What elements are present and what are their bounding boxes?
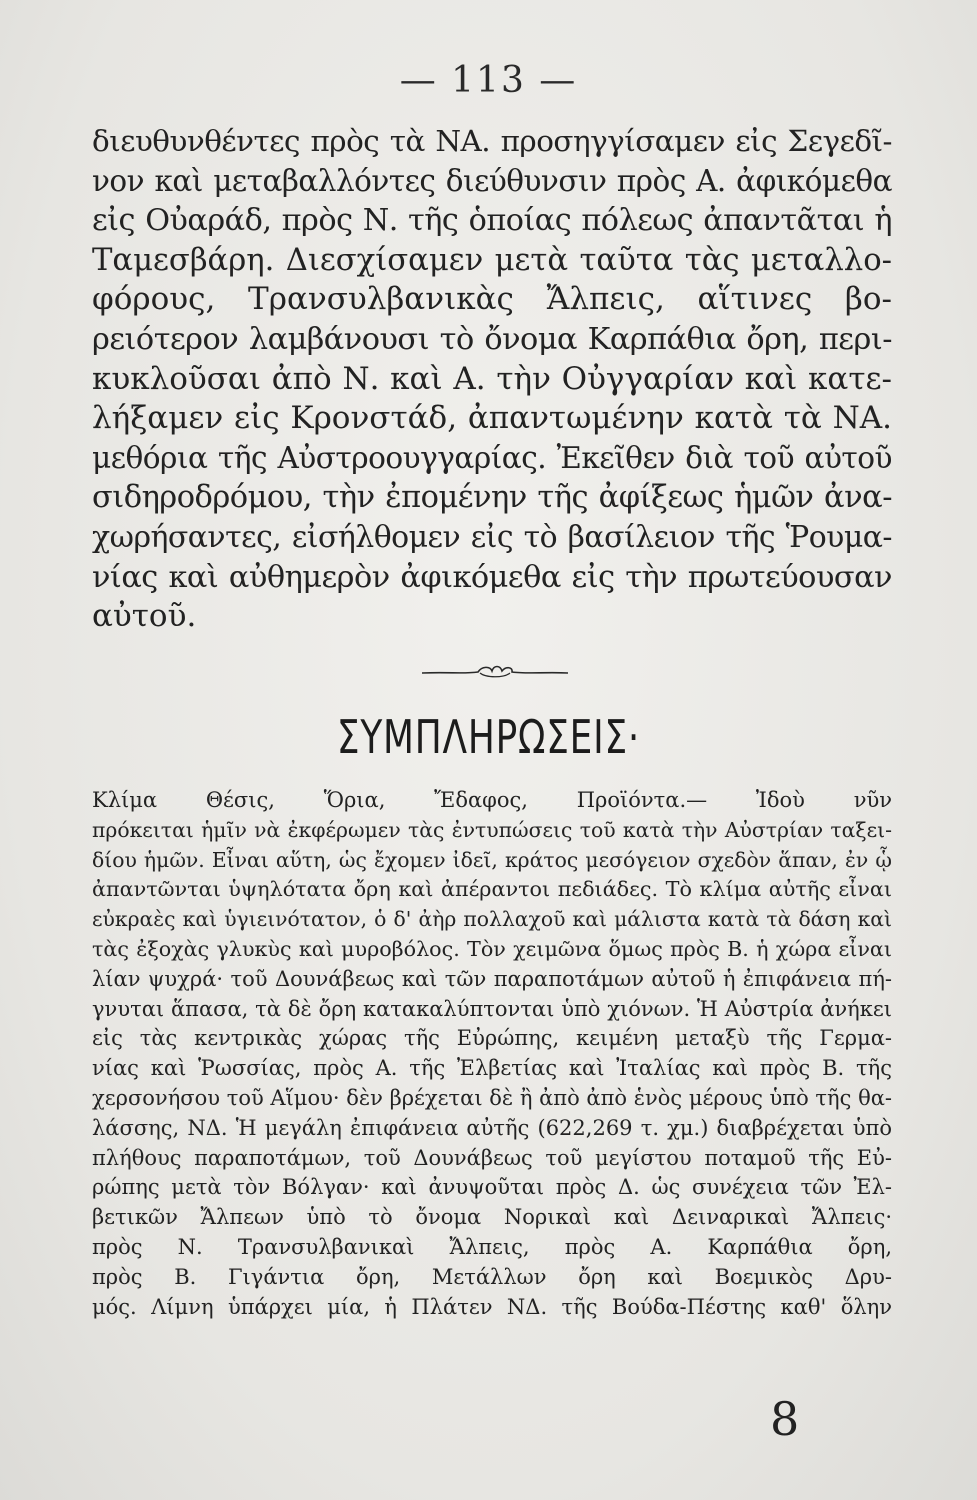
text-line: Ταμεσβάρη. Διεσχίσαμεν μετὰ ταῦτα τὰς μεταλλο- [92,242,892,278]
lower-paragraph [92,786,892,1322]
text-line: πρὸς Β. Γιγάντια ὄρη, Μετάλλων ὄρη καὶ Βοεμικὸς Δρυ- [92,1264,892,1289]
section-title: ΣΥΜΠΛΗΡΩΣΕΙΣ· [336,710,641,764]
text-line: πλήθους παραποτάμων, τοῦ Δουνάβεως τοῦ μεγίστου ποταμοῦ τῆς Εὐ- [92,1145,892,1170]
signature-mark: 8 [770,1392,800,1446]
page-number: — 113 — [399,60,578,101]
text-line: εἰς τὰς κεντρικὰς χώρας τῆς Εὐρώπης, κειμένη μεταξὺ τῆς Γερμα- [92,1026,892,1051]
text-line: χερσονήσου τοῦ Αἵμου· δὲν βρέχεται δὲ ἢ ἀπὸ ἀπὸ ἑνὸς μέρους ὑπὸ τῆς θα- [92,1085,892,1110]
text-line: σιδηροδρόμου, τὴν ἐπομένην τῆς ἀφίξεως ἡμῶν ἀνα- [92,480,892,516]
text-line: μός. Λίμνη ὑπάρχει μία, ἡ Πλάτεν ΝΔ. τῆς Βούδα-Πέστης καθ' ὅλην [92,1294,892,1319]
text-line: γνυται ἅπασα, τὰ δὲ ὄρη κατακαλύπτονται ὑπὸ χιόνων. Ἡ Αὐστρία ἀνήκει [92,996,892,1021]
text-line: τὰς ἐξοχὰς γλυκὺς καὶ μυροβόλος. Τὸν χειμῶνα ὅμως πρὸς Β. ἡ χώρα εἶναι [92,936,892,961]
text-line: πρόκειται ἡμῖν νὰ ἐκφέρωμεν τὰς ἐντυπώσεις τοῦ κατὰ τὴν Αὐστρίαν ταξει- [92,817,892,842]
text-line: φόρους, Τρανσυλβανικὰς Ἄλπεις, αἵτινες βο- [92,281,892,318]
text-line: ρειότερον λαμβάνουσι τὸ ὄνομα Καρπάθια ὄρη, περι- [92,321,892,357]
text-line: χωρήσαντες, εἰσήλθομεν εἰς τὸ βασίλειον τῆς Ῥουμα- [92,519,892,555]
text-line: νίας καὶ Ῥωσσίας, πρὸς Α. τῆς Ἐλβετίας καὶ Ἰταλίας καὶ πρὸς Β. τῆς [92,1056,892,1081]
text-line: λίαν ψυχρά· τοῦ Δουνάβεως καὶ τῶν παραποτάμων αὐτοῦ ἡ ἐπιφάνεια πή- [92,966,892,991]
text-line: εἰς Οὐαράδ, πρὸς Ν. τῆς ὁποίας πόλεως ἀπαντᾶται ἡ [92,203,892,239]
text-line: βετικῶν Ἄλπεων ὑπὸ τὸ ὄνομα Νορικαὶ καὶ Δειναρικαὶ Ἄλπεις· [92,1205,892,1230]
ornament-divider [420,660,570,682]
text-line: ρώπης μετὰ τὸν Βόλγαν· καὶ ἀνυψοῦται πρὸς Δ. ὡς συνέχεια τῶν Ἐλ- [92,1175,892,1200]
text-line: μεθόρια τῆς Αὐστροουγγαρίας. Ἐκεῖθεν διὰ τοῦ αὐτοῦ [92,440,892,475]
text-line: κυκλοῦσαι ἀπὸ Ν. καὶ Α. τὴν Οὐγγαρίαν καὶ κατε- [92,360,892,397]
text-line: πρὸς Ν. Τρανσυλβανικαὶ Ἄλπεις, πρὸς Α. Καρπάθια ὄρη, [92,1234,892,1259]
text-line: λάσσης, ΝΔ. Ἡ μεγάλη ἐπιφάνεια αὐτῆς (622,269 τ. χμ.) διαβρέχεται ὑπὸ [92,1115,892,1140]
text-line: Κλίμα Θέσις, Ὅρια, Ἔδαφος, Προϊόντα.— Ἰδοὺ νῦν [92,788,892,812]
text-line: δίου ἡμῶν. Εἶναι αὕτη, ὡς ἔχομεν ἰδεῖ, κράτος μεσόγειον σχεδὸν ἅπαν, ἐν ᾧ [92,847,892,872]
text-line: νίας καὶ αὐθημερὸν ἀφικόμεθα εἰς τὴν πρωτεύουσαν [92,559,892,595]
text-line: αὐτοῦ. [92,598,197,635]
text-line: εὐκραὲς καὶ ὑγιεινότατον, ὁ δ' ἀὴρ πολλαχοῦ καὶ μάλιστα κατὰ τὰ δάση καὶ [92,907,892,932]
text-line: διευθυνθέντες πρὸς τὰ ΝΑ. προσηγγίσαμεν εἰς Σεγεδῖ- [92,124,892,158]
text-line: ἀπαντῶνται ὑψηλότατα ὄρη καὶ ἀπέραντοι πεδιάδες. Τὸ κλίμα αὐτῆς εἶναι [92,877,892,902]
text-line: λήξαμεν εἰς Κρονστάδ, ἀπαντωμένην κατὰ τὰ ΝΑ. [92,400,892,437]
text-line: νον καὶ μεταβαλλόντες διεύθυνσιν πρὸς Α. ἀφικόμεθα [92,163,892,198]
upper-paragraph [92,122,892,637]
